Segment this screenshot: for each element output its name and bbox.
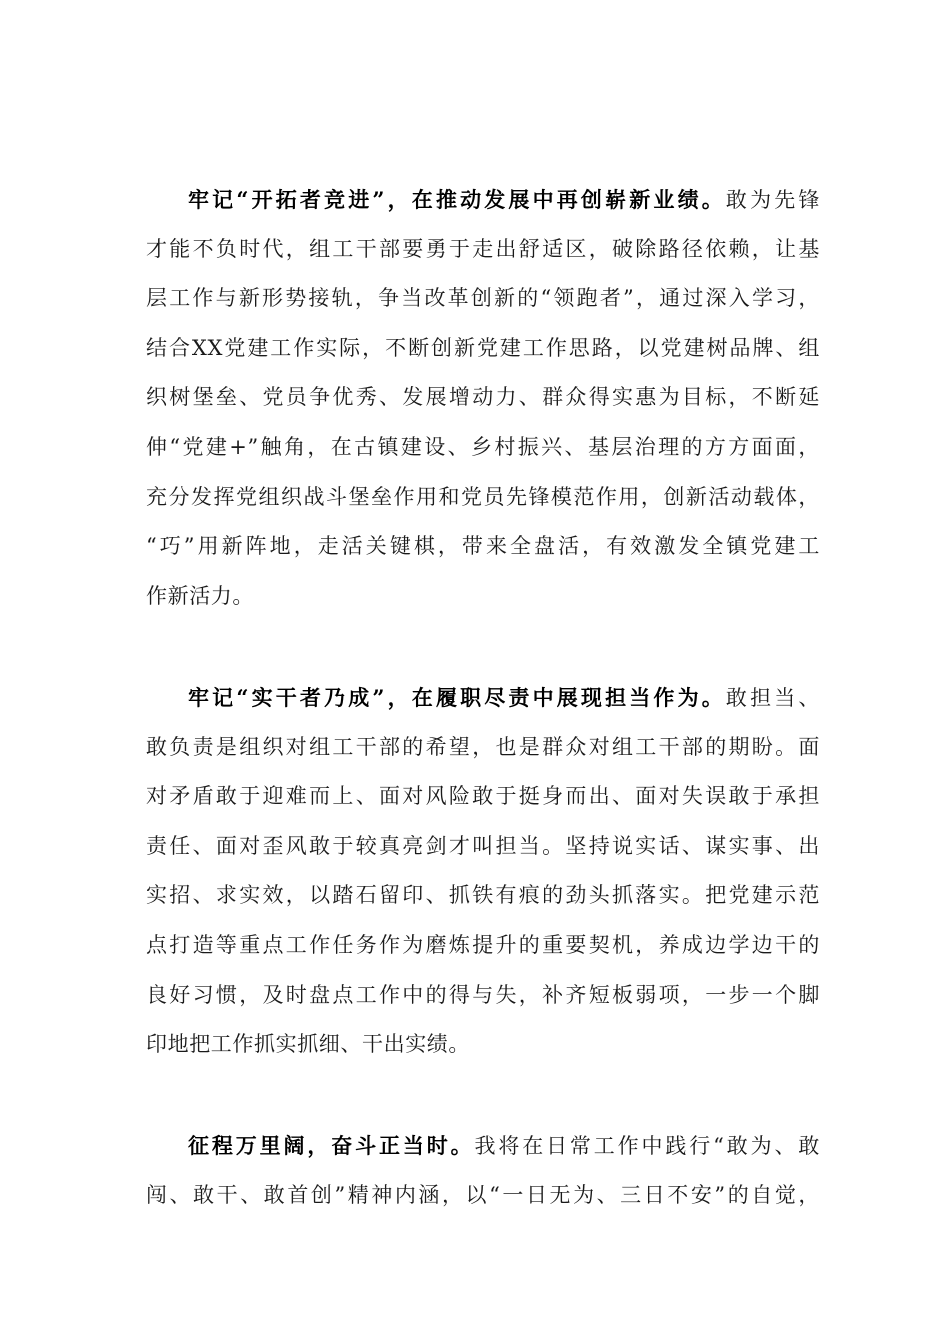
paragraph-line [146, 1121, 820, 1171]
paragraph-line: 充分发挥党组织战斗堡垒作用和党员先锋模范作用，创新活动载体， [146, 484, 820, 509]
paragraph-line: 才能不负时代，组工干部要勇于走出舒适区，破除路径依赖，让基 [146, 236, 820, 261]
paragraph-line: 闯、敢干、敢首创”精神内涵，以“一日无为、三日不安”的自觉， [146, 1182, 820, 1207]
paragraph-line [146, 673, 820, 723]
paragraph-line: 实招、求实效，以踏石留印、抓铁有痕的劲头抓落实。把党建示范 [146, 883, 820, 908]
paragraph-lead-heading: 征程万里阔，奋斗正当时。 [188, 1133, 475, 1158]
paragraph-line: 敢负责是组织对组工干部的希望，也是群众对组工干部的期盼。面 [146, 734, 820, 759]
paragraph-line: 对矛盾敢于迎难而上、面对风险敢于挺身而出、面对失误敢于承担 [146, 784, 820, 809]
paragraph-text: 敢为先锋 [725, 188, 820, 212]
paragraph-line: 点打造等重点工作任务作为磨炼提升的重要契机，养成边学边干的 [146, 932, 820, 957]
paragraph-lead-heading: 牢记“实干者乃成”，在履职尽责中展现担当作为。 [188, 685, 726, 710]
paragraph-line: 责任、面对歪风敢于较真亮剑才叫担当。坚持说实话、谋实事、出 [146, 833, 820, 858]
paragraph-doer [146, 673, 820, 1070]
paragraph-line: 织树堡垒、党员争优秀、发展增动力、群众得实惠为目标，不断延 [146, 385, 820, 410]
paragraph-text: 敢担当、 [725, 686, 820, 710]
paragraph-line: 印地把工作抓实抓细、干出实绩。 [146, 1032, 470, 1057]
paragraph-journey [146, 1121, 820, 1220]
paragraph-line: 伸“党建+”触角，在古镇建设、乡村振兴、基层治理的方方面面， [146, 434, 820, 459]
paragraph-lead-heading: 牢记“开拓者竞进”，在推动发展中再创崭新业绩。 [188, 187, 726, 212]
paragraph-line [146, 175, 820, 225]
paragraph-line: 良好习惯，及时盘点工作中的得与失，补齐短板弱项，一步一个脚 [146, 982, 820, 1007]
paragraph-text: 我将在日常工作中践行“敢为、敢 [474, 1134, 820, 1158]
paragraph-line: 作新活力。 [146, 583, 254, 608]
paragraph-pioneer [146, 175, 820, 621]
paragraph-line: 结合XX党建工作实际，不断创新党建工作思路，以党建树品牌、组 [146, 335, 820, 360]
paragraph-line: 层工作与新形势接轨，争当改革创新的“领跑者”，通过深入学习， [146, 286, 820, 311]
paragraph-line: “巧”用新阵地，走活关键棋，带来全盘活，有效激发全镇党建工 [146, 534, 820, 559]
